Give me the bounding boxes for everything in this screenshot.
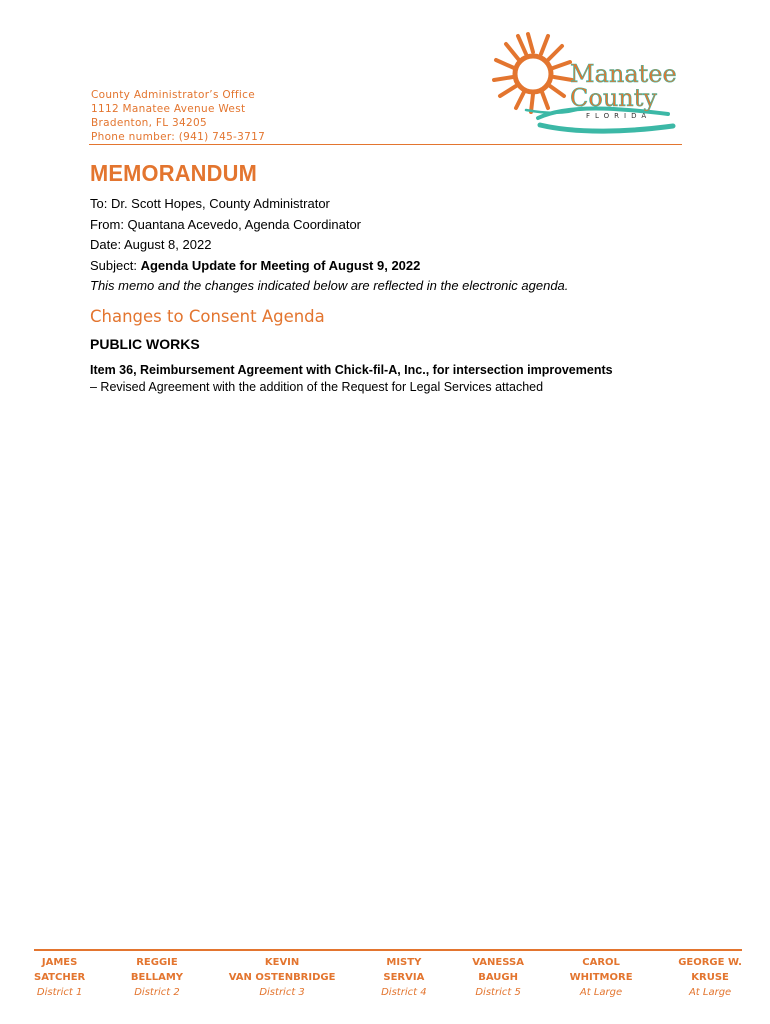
commissioner <box>678 956 742 1001</box>
memo-date: Date: August 8, 2022 <box>90 237 212 252</box>
footer-divider <box>34 949 742 951</box>
memo-details <box>90 194 568 297</box>
department-heading: PUBLIC WORKS <box>90 336 200 352</box>
memo-to: To: Dr. Scott Hopes, County Administrator <box>90 196 330 211</box>
memo-from: From: Quantana Acevedo, Agenda Coordinator <box>90 216 362 232</box>
commissioner-name: KEVIN VAN OSTENBRIDGE <box>228 957 336 983</box>
memo-subject <box>90 256 568 277</box>
commissioner <box>570 956 633 1001</box>
commissioner-name: VANESSA BAUGH <box>472 957 524 983</box>
address-line: County Administrator’s Office <box>91 89 255 101</box>
office-address <box>91 88 265 144</box>
subject-label: Subject: <box>90 257 141 273</box>
section-title: Changes to Consent Agenda <box>90 307 325 326</box>
commissioner-name: GEORGE W. KRUSE <box>678 957 742 983</box>
commissioner-district: District 1 <box>36 987 83 998</box>
logo-text-manatee: Manatee <box>570 60 677 88</box>
commissioner-district: District 3 <box>259 987 305 998</box>
agenda-item-detail: – Revised Agreement with the addition of the Request for Legal Services attached <box>90 379 544 394</box>
agenda-item <box>90 362 613 395</box>
manatee-county-logo <box>478 30 678 140</box>
memo-note: This memo and the changes indicated below are reflected in the electronic agenda. <box>90 278 569 293</box>
commissioner-name: REGGIE BELLAMY <box>130 957 184 983</box>
address-line: 1112 Manatee Avenue West <box>91 103 246 115</box>
address-line: Bradenton, FL 34205 <box>91 117 207 129</box>
commissioner-district: At Large <box>579 987 623 998</box>
subject-value: Agenda Update for Meeting of August 9, 2022 <box>140 257 421 273</box>
commissioner <box>34 956 85 1001</box>
commissioner <box>229 956 336 1001</box>
agenda-item-title: Item 36, Reimbursement Agreement with Chick-fil-A, Inc., for intersection improvements <box>90 363 613 377</box>
logo-text-county: County <box>570 84 657 112</box>
commissioner-list <box>34 956 742 1001</box>
address-line: Phone number: (941) 745-3717 <box>91 131 266 143</box>
header-divider <box>89 144 682 145</box>
commissioner <box>131 956 183 1001</box>
commissioner-district: District 4 <box>381 987 427 998</box>
commissioner-district: District 2 <box>134 987 180 998</box>
commissioner <box>381 956 426 1001</box>
memo-title: MEMORANDUM <box>90 160 257 186</box>
commissioner-district: At Large <box>688 987 732 998</box>
logo-text-florida: FLORIDA <box>586 112 652 120</box>
commissioner-name: JAMES SATCHER <box>34 957 86 983</box>
commissioner-name: MISTY SERVIA <box>383 957 425 983</box>
sun-icon <box>494 34 572 112</box>
commissioner <box>472 956 524 1001</box>
commissioner-name: CAROL WHITMORE <box>569 957 633 983</box>
commissioner-district: District 5 <box>475 987 521 998</box>
